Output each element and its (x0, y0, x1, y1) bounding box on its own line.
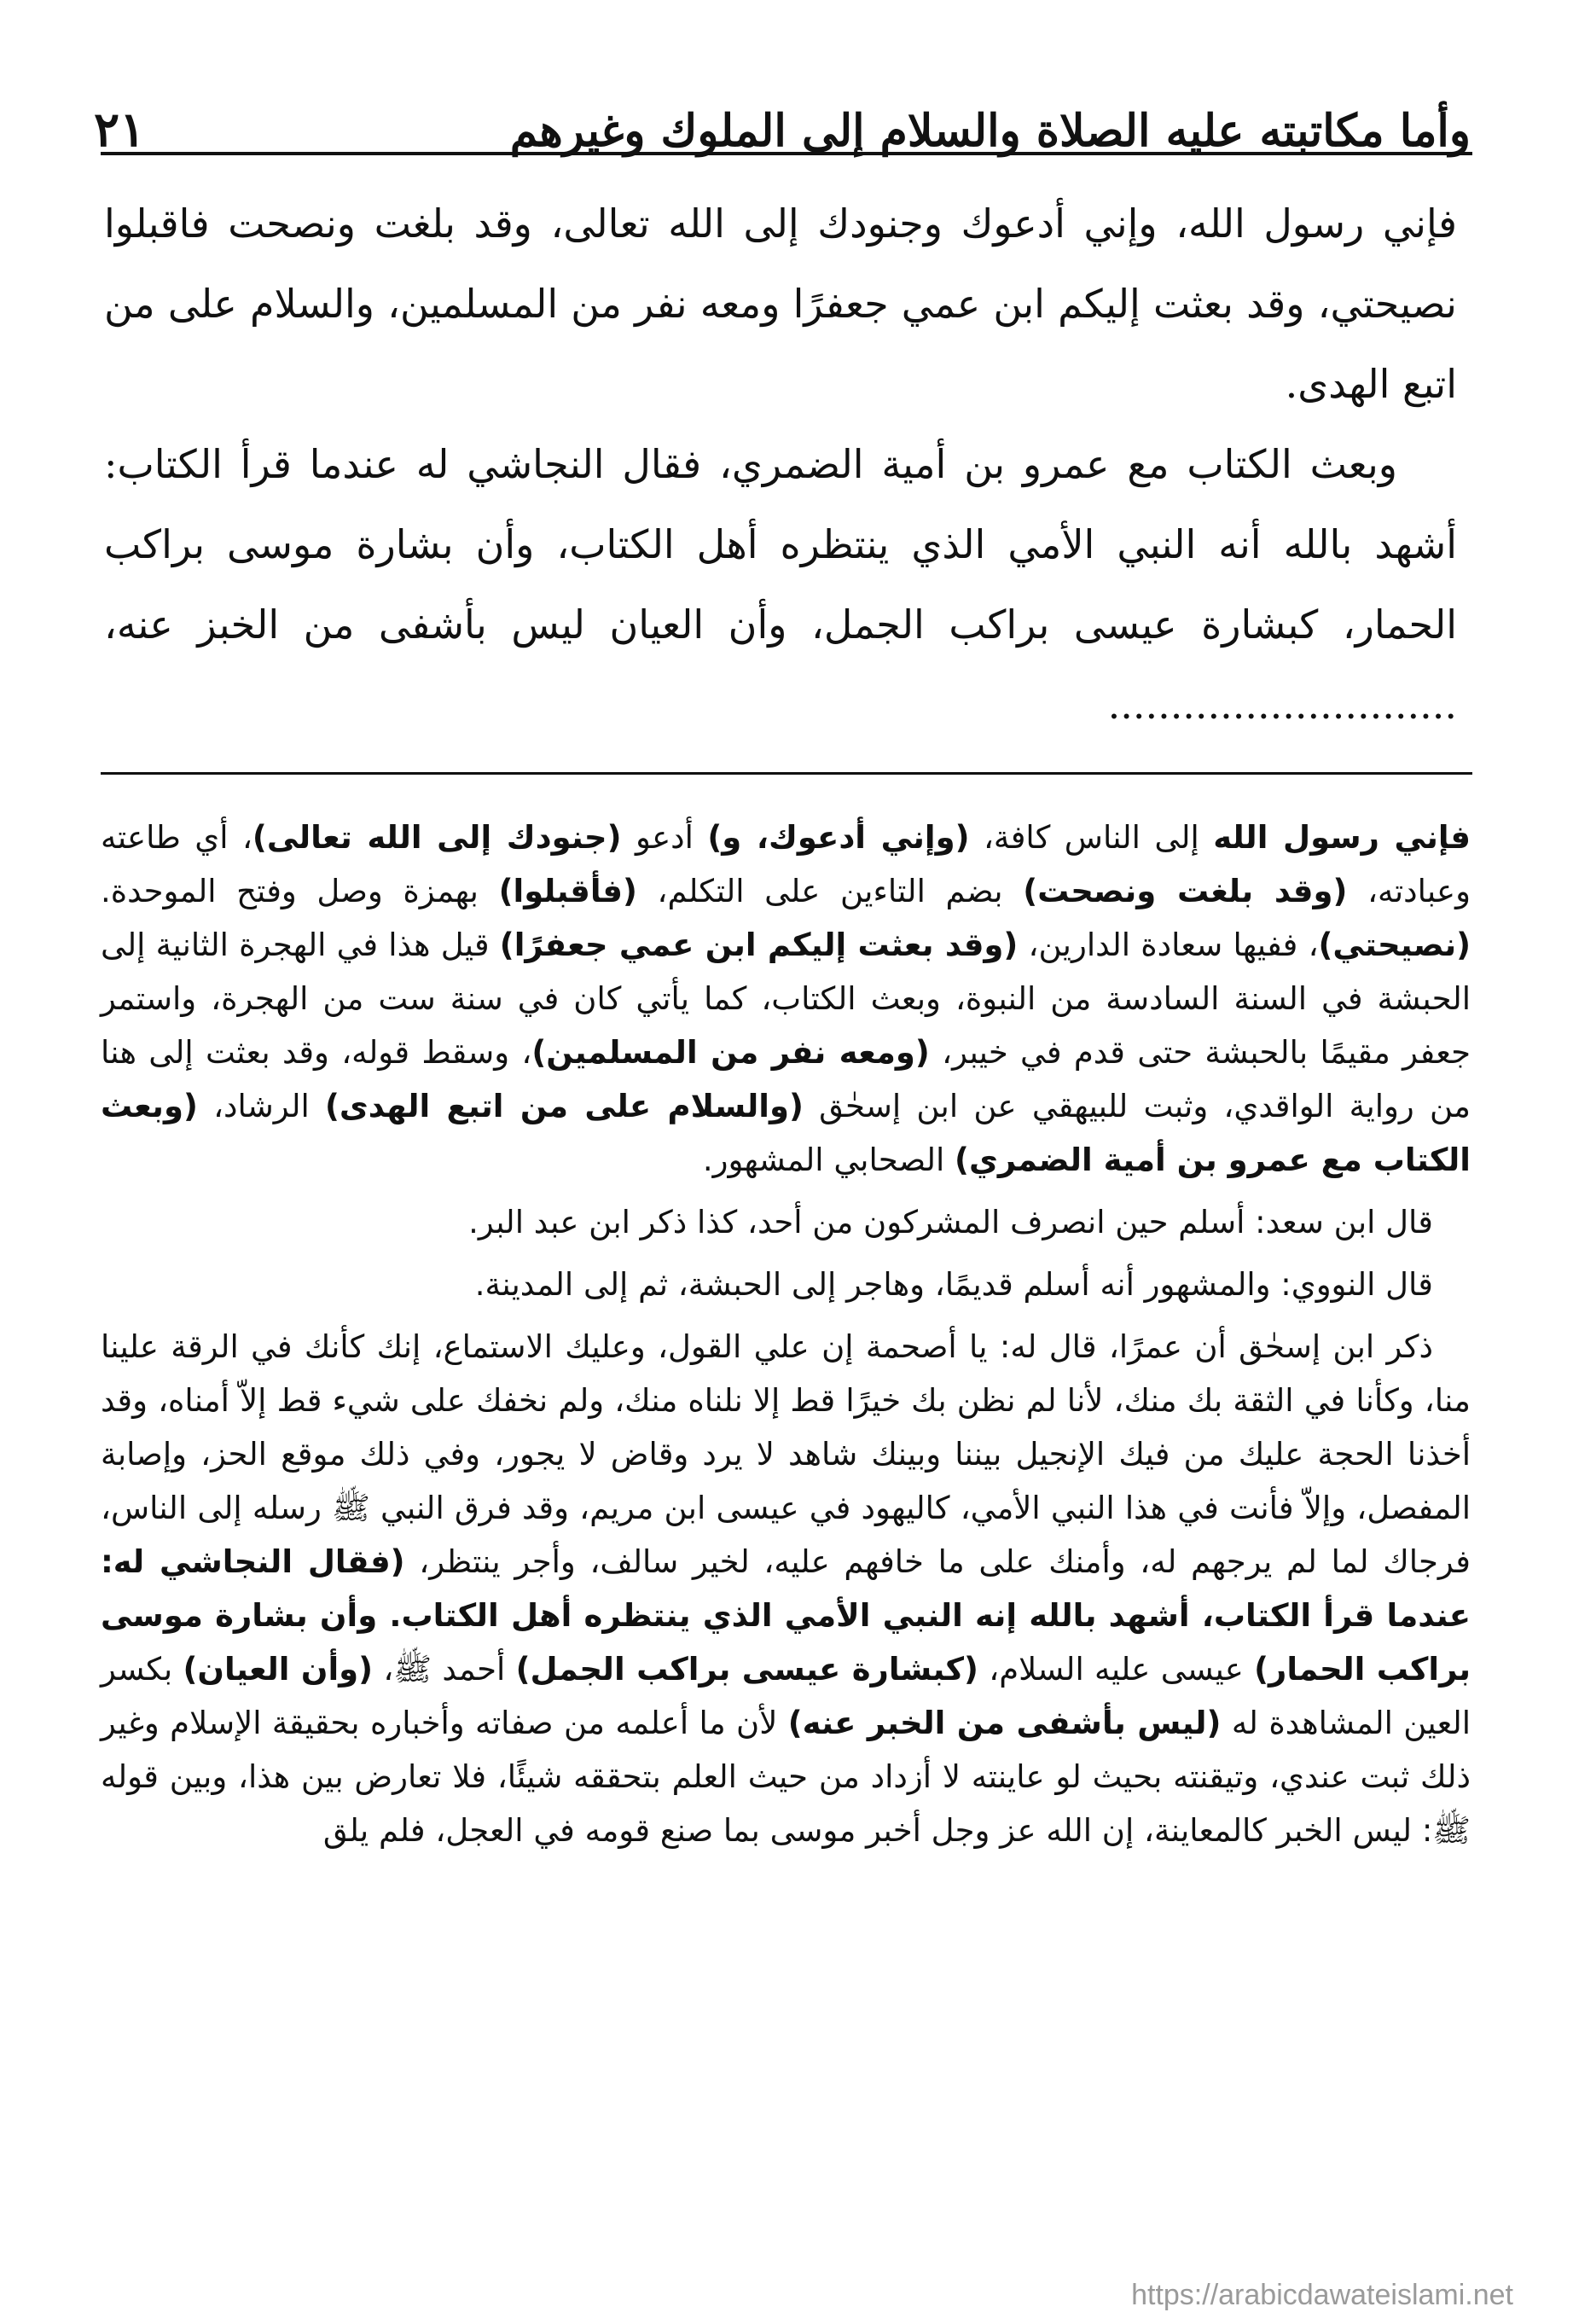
main-paragraph (104, 424, 1457, 745)
commentary-text: ، ففيها سعادة الدارين، (1018, 927, 1319, 963)
quoted-phrase: (ومعه نفر من المسلمين) (531, 1034, 930, 1071)
commentary-text: إلى الناس كافة، (969, 819, 1214, 856)
quoted-phrase: (وبعث الكتاب مع عمرو بن أمية الضمري) (101, 1088, 1471, 1178)
quoted-phrase: (فأقبلوا) (498, 873, 637, 909)
quoted-phrase: (كبشارة عيسى براكب الجمل) (515, 1651, 978, 1688)
commentary-text: بهمزة وصل وفتح الموحدة. (101, 873, 499, 909)
commentary-text: الرشاد، (197, 1088, 325, 1124)
ellipsis-dots: ............................ (1107, 682, 1457, 728)
quoted-phrase: فإني رسول الله (1213, 819, 1471, 856)
main-paragraph-text: وبعث الكتاب مع عمرو بن أمية الضمري، فقال النجاشي له عندما قرأ الكتاب: أشهد بالله أنه النبي الأمي الذي ينتظره أهل الكتاب، وأن بشارة موسى براكب الحمار، كبشارة عيسى براكب الجمل، وأن العيان ليس بأشفى من الخبز عنه، (104, 441, 1457, 648)
main-paragraph: فإني رسول الله، وإني أدعوك وجنودك إلى الله تعالى، وقد بلغت ونصحت فاقبلوا نصيحتي، وقد بعثت إليكم ابن عمي جعفرًا ومعه نفر من المسلمين، والسلام على من اتبع الهدى. (104, 200, 1457, 407)
quoted-phrase: (جنودك إلى الله تعالى) (252, 819, 622, 856)
commentary-text: ذكر ابن إسحٰق أن عمرًا، قال له: يا أصحمة إن علي القول، وعليك الاستماع، إنك كأنك في الرقة علينا منا، وكأنا في الثقة بك منك، لأنا لم نظن بك خيرًا قط إلا نلناه منك، ولم نخفك على شيء قط إلاّ أمناه، وقد أخذنا الحجة عليك من فيك الإنجيل بيننا وبينك شاهد لا يرد وقاض لا يجور، وفي ذلك موقع الحز، وإصابة المفصل، وإلاّ فأنت في هذا النبي الأمي، كاليهود في عيسى ابن مريم، وقد فرق النبي ﷺ رسله إلى الناس، فرجاك لما لم يرجهم له، وأمنك على ما خافهم عليه، لخير سالف، وأجر ينتظر، (101, 1328, 1471, 1580)
commentary-text: بضم التاءين على التكلم، (636, 873, 1024, 909)
commentary-text: لأن ما أعلمه من صفاته وأخباره بحقيقة الإسلام وغير ذلك ثبت عندي، وتيقنته بحيث لو عاينته لا أزداد من حيث العلم بتحققه شيئًا، فلا تعارض بين هذا، وبين قوله ﷺ: ليس الخبر كالمعاينة، إن الله عز وجل أخبر موسى بما صنع قومه في العجل، فلم يلق (101, 1705, 1471, 1849)
quoted-phrase: (وأن العيان) (183, 1651, 374, 1688)
page-number: ٢١ (94, 102, 146, 158)
quoted-phrase: (والسلام على من اتبع الهدى) (324, 1088, 804, 1124)
quoted-phrase: (وقد بعثت إليكم ابن عمي جعفرًا) (499, 927, 1019, 963)
commentary-paragraph: قال النووي: والمشهور أنه أسلم قديمًا، وهاجر إلى الحبشة، ثم إلى المدينة. (474, 1266, 1433, 1303)
commentary-text: بكسر العين المشاهدة له (101, 1651, 1471, 1741)
commentary-paragraph: قال ابن سعد: أسلم حين انصرف المشركون من أحد، كذا ذكر ابن عبد البر. (468, 1204, 1433, 1240)
commentary-paragraph (101, 1320, 1471, 1857)
commentary-divider (101, 772, 1472, 775)
commentary-text: قيل هذا في الهجرة الثانية إلى الحبشة في السنة السادسة من النبوة، وبعث الكتاب، كما يأتي كان في سنة ست من الهجرة، واستمر جعفر مقيمًا بالحبشة حتى قدم في خيبر، (101, 927, 1471, 1071)
commentary-text: ، أي طاعته وعبادته، (101, 819, 1471, 909)
commentary (101, 810, 1471, 1866)
commentary-text: ، وسقط قوله، وقد بعثت إلى هنا من رواية الواقدي، وثبت للبيهقي عن ابن إسحٰق (101, 1034, 1471, 1124)
commentary-text: أحمد ﷺ، (373, 1651, 516, 1688)
quoted-phrase: (فقال النجاشي له: عندما قرأ الكتاب، أشهد بالله إنه النبي الأمي الذي ينتظره أهل الكتاب. وأن بشارة موسى براكب الحمار) (101, 1543, 1471, 1688)
quoted-phrase: (وقد بلغت ونصحت) (1023, 873, 1348, 909)
commentary-text: الصحابي المشهور. (702, 1142, 955, 1178)
commentary-text: أدعو (621, 819, 708, 856)
watermark-url[interactable]: https://arabicdawateislami.net (1131, 2279, 1513, 2311)
header-divider (101, 152, 1472, 155)
quoted-phrase: (ليس بأشفى من الخبر عنه) (787, 1705, 1222, 1741)
running-title: وأما مكاتبته عليه الصلاة والسلام إلى الملوك وغيرهم (509, 105, 1471, 157)
main-text (104, 183, 1457, 745)
page-header (94, 60, 1471, 158)
commentary-text: عيسى عليه السلام، (978, 1651, 1255, 1688)
quoted-phrase: (وإني أدعوك، و) (707, 819, 970, 856)
quoted-phrase: (نصيحتي) (1318, 927, 1471, 963)
commentary-paragraph (101, 810, 1471, 1187)
